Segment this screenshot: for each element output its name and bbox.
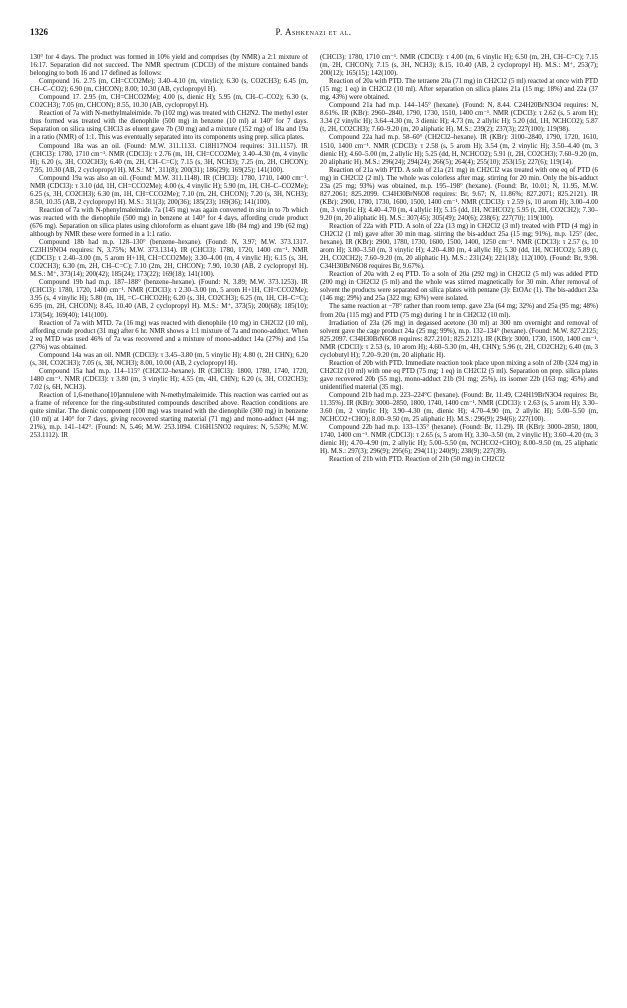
paragraph: Reaction of 20a with 2 eq PTD. To a soln of 20a (292 mg) in CH2Cl2 (5 ml) was added PTD (200 mg) in CH2Cl2 (5 ml) and the whole was stirred magnetically for 30 min. After removal of solvent the products were separated on silica plates with pentane (3): EtOAc (1). The bis-adduct 23a (146 mg; 29%) and 25a (322 mg; 63%) were isolated. bbox=[320, 271, 598, 303]
paragraph: Reaction of 21a with PTD. A soln of 21a (21 mg) in CH2Cl2 was treated with one eq of PTD (6 mg) in CH2Cl2 (2 ml). The whole was colorless after mag. stirring for 20 min. Only the bis-adduct 23a (25 mg; 93%) was obtained, m.p. 195–198° (hexane). (Found: Br, 10.01; N, 11.95, M.W. 827.2061; 825.2099. C34H30BrN6O8 requires: Br, 9.67; N, 11.86%; 827.2071; 825.2121). IR (KBr): 2900, 1780, 1730, 1600, 1500, 1400 cm⁻¹. NMR (CDCl3): τ 2.59 (s, 10 arom H); 3.00–4.00 (m, 3 vinylic H); 4.40–4.70 (m, 4 allylic H); 5.15 (dd, 1H, NCHCO2); 5.95 (t, 2H, CO2CH2); 7.30–9.20 (m, 20 aliphatic H). M.S.: 307(45); 305(49); 240(6); 238(6); 227(70); 119(100). bbox=[320, 166, 598, 222]
paragraph: Reaction of 7a with N-phenylmaleimide. 7a (145 mg) was again converted in situ in to 7b which was reacted with the dienophile (500 mg) in benzene at 140° for 4 days, affording crude product (676 mg). Separation on silica plates using chloroform as eluant gave 18b (84 mg) and 19b (62 mg) although by NMR these were formed in a 1:1 ratio. bbox=[30, 206, 308, 239]
paragraph: (CHCl3): 1780, 1710 cm⁻¹. NMR (CDCl3): τ 4.00 (m, 6 vinylic H); 6.50 (m, 2H, CH–C=C); 7.15 (m, 2H, CHCON); 7.15 (s, 3H, NCH3); 8.15, 10.40 (AB, 2 cyclopropyl H). M.S.: M⁺, 253(7); 200(12); 165(15); 142(100). bbox=[320, 54, 598, 78]
paragraph: Reaction of 22a with PTD. A soln of 22a (13 mg) in CH2Cl2 (3 ml) treated with PTD (4 mg) in CH2Cl2 (1 ml) gave after 30 min mag. stirring the bis-adduct 25a (15 mg; 91%), m.p. 125° (dec, hexane). IR (KBr): 2900, 1780, 1730, 1600, 1500, 1400, 1250 cm⁻¹. NMR (CDCl3): τ 2.57 (s, 10 arom H); 3.00–3.50 (m, 3 vinylic H); 4.20–4.80 (m, 4 allylic H); 5.30 (dd, 1H, NCHCO2); 5.89 (t, 2H, CO2CH2); 7.60–9.20 (m, 20 aliphatic H). M.S.: 231(24); 221(18); 112(100). (Found: Br, 9.98. C34H30BrN6O8 requires Br, 9.67%). bbox=[320, 222, 598, 271]
paragraph: Reaction of 20a with PTD. The tetraene 20a (71 mg) in CH2Cl2 (5 ml) reacted at once with PTD (15 mg; 1 eq) in CH2Cl2 (10 ml). After separation on silica plates 21a (15 mg; 18%) and 22a (37 mg, 43%) were obtained. bbox=[320, 78, 598, 102]
paragraph: Reaction of 1,6-methano[10]annulene with N-methylmaleimide. This reaction was carried out as a frame of reference for the ring-substituted compounds described above. Reaction conditions are quite similar. The dienic component (100 mg) was treated with the dienophile (300 mg) in benzene (10 ml) at 140° for 7 days, giving recovered starting material (71 mg) and mono-adduct (44 mg; 21%), m.p. 141–142°. (Found: N, 5.46; M.W. 253.1094. C16H15NO2 requires: N, 5.53%; M.W. 253.1112). IR bbox=[30, 391, 308, 440]
paragraph: Compound 21a had m.p. 144–145° (hexane). (Found: N, 8.44. C24H20BrN3O4 requires: N, 8.61%. IR (KBr): 2960–2840, 1790, 1730, 1510, 1400 cm⁻¹. NMR (CDCl3): τ 2.62 (s, 5 arom H); 3.34 (2 vinylic H); 3.64–4.30 (m, 3 dienic H); 4.73 (m, 2 allylic H); 5.20 (dd, 1H, NCHCO2); 5.87 (t, 2H, CO2CH3); 7.60–9.20 (m, 20 aliphatic H). M.S.: 239(2); 237(3); 227(100); 119(98). bbox=[320, 102, 598, 134]
paragraph: Compound 14a was an oil. NMR (CDCl3): τ 3.45–3.80 (m, 5 vinylic H); 4.80 (t, 2H CHN); 6.20 (s, 3H, CO2CH3); 7.05 (s, 3H, NCH3); 8.00, 10.00 (AB, 2 cyclopropyl H). bbox=[30, 351, 308, 367]
paragraph: Reaction of 20b with PTD. Immediate reaction took place upon mixing a soln of 20b (324 mg) in CH2Cl2 (10 ml) with one eq PTD (75 mg; 1 eq) in CH2Cl2 (5 ml). Separation on prep. silica plates gave recovered 20b (55 mg), mono-adduct 21b (91 mg; 25%), its isomer 22b (163 mg; 45%) and unidentified material (35 mg). bbox=[320, 359, 598, 391]
paragraph: Compound 19b had m.p. 187–188° (benzene–hexane). (Found: N, 3.89; M.W. 373.1253). IR (CHCl3): 1780, 1720, 1400 cm⁻¹. NMR (CDCl3): τ 2.30–3.00 (m, 5 arom H+1H, CH=CCO2Me); 3.95 (s, 4 vinylic H); 5.80 (m, 1H, =C–CHCO2H); 6.20 (s, 3H, CO2CH3); 6.25 (m, 1H, CH–C=C); 6.95 (m, 2H, CHCON); 8.45, 10.40 (AB, 2 cyclopropyl H). M.S.: M⁺, 373(5); 200(68); 185(10); 173(54); 169(40); 141(100). bbox=[30, 279, 308, 319]
paragraph: Irradiation of 23a (26 mg) in degassed acetone (30 ml) at 300 nm overnight and removal of solvent gave the cage product 24a (25 mg; 99%), m.p. 132–134° (hexane). (Found: M.W. 827.2125; 825.2097. C34H30BrN6O8 requires: 827.2101; 825.2121). IR (KBr): 3000, 1730, 1500, 1400 cm⁻¹. NMR (CDCl3): τ 2.53 (s, 10 arom H); 4.60–5.30 (m, 4H, CHN); 5.96 (t, 2H, CO2CH2); 6.40 (m, 3 cyclobutyl H); 7.20–9.20 (m, 20 aliphatic H). bbox=[320, 319, 598, 359]
paragraph: Compound 21b had m.p. 223–224°C (hexane). (Found: Br, 11.49, C24H19BrN3O4 requires: Br, 11.35%). IR (KBr): 3000–2850, 1800, 1740, 1400 cm⁻¹. NMR (CDCl3): τ 2.63 (s, 5 arom H); 3.30–3.60 (m, 2 vinylic H); 3.90–4.30 (m, dienic H); 4.70–4.90 (m, 2 allylic H); 5.00–5.50 (m, NCHCO2+CHO); 8.00–9.50 (m, 25 aliphatic H). M.S.: 296(9); 294(6); 227(100). bbox=[320, 391, 598, 424]
paragraph: Reaction of 7a with MTD. 7a (16 mg) was reacted with dienophile (10 mg) in CH2Cl2 (10 ml), affording crude product (31 mg) after 6 hr. NMR shows a 1:1 mixture of 7a and mono-adduct. When 2 eq MTD was used 46% of 7a was recovered and a mixture of mono-adduct 14a (27%) and 15a (27%) was obtained. bbox=[30, 319, 308, 351]
left-column bbox=[30, 54, 308, 986]
paragraph: Compound 16. 2.75 (m, CH=CCO2Me); 3.40–4.10 (m, vinylic); 6.30 (s, CO2CH3); 6.45 (m, CH–C–CO2); 6.90 (m, CHCON); 8.00; 10.30 (AB, cyclopropyl H). bbox=[30, 78, 308, 94]
paragraph: Reaction of 21b with PTD. Reaction of 21b (50 mg) in CH2Cl2 bbox=[329, 456, 505, 464]
paragraph: Reaction of 7a with N-methylmaleimide. 7b (102 mg) was treated with CH2N2. The methyl ester thus formed was treated with the dienophile (500 mg) in benzene (10 ml) at 140° for 7 days. Separation on silica using CHCl3 as eluent gave 7b (30 mg) and a mixture (152 mg) of 18a and 19a in a ratio (NMR) of 1:1. This was eventually separated into its components using prep. silica plates. bbox=[30, 110, 308, 142]
paragraph: Compound 22b had m.p. 133–135° (hexane). (Found: Br, 11.29). IR (KBr): 3000–2850, 1800, 1740, 1400 cm⁻¹. NMR (CDCl3): τ 2.65 (s, 5 arom H); 3.30–3.50 (m, 2 vinylic H); 3.60–4.20 (m, 3 dienic H); 4.70–4.90 (m, 2 allylic H); 5.00–5.50 (m, NCHCO2+CHO); 8.00–9.50 (m, 25 aliphatic H). M.S.: 297(3); 296(9); 295(6); 294(11); 240(9); 238(9); 227(39). bbox=[320, 424, 598, 456]
paragraph: Compound 15a had m.p. 114–115° (CH2Cl2–hexane). IR (CHCl3): 1800, 1780, 1740, 1720, 1480 cm⁻¹. NMR (CDCl3): τ 3.80 (m, 3 vinylic H); 4.55 (m, 4H, CHN); 6.20 (s, 3H, CO2CH3); 7.02 (s, 6H, NCH3). bbox=[30, 367, 308, 391]
paragraph: The same reaction at −78° rather than room temp. gave 23a (64 mg; 32%) and 25a (95 mg; 48%) from 20a (115 mg) and PTD (75 mg) during 1 hr in CH2Cl2 (10 ml). bbox=[320, 303, 598, 319]
paragraph: 130° for 4 days. The product was formed in 10% yield and comprises (by NMR) a 2:1 mixture of 16:17. Separation did not succeed. The NMR spectrum (CDCl3) of the mixture contained bands belonging to both 16 and 17 defined as follows: bbox=[30, 54, 308, 78]
paragraph: Compound 18a was an oil. (Found: M.W. 311.1133. C18H17NO4 requires: 311.1157). IR (CHCl3): 1780, 1710 cm⁻¹. NMR (CDCl3): τ 2.76 (m, 1H, CH=CCO2Me); 3.40–4.30 (m, 4 vinylic H); 6.20 (s, 3H, CO2CH3); 6.40 (m, 2H, CH–C=C); 7.15 (s, 3H, NCH3); 7.25 (m, 2H, CHCON); 7.95, 10.30 (AB, 2 cyclopropyl H). M.S.: M⁺, 311(8); 200(31); 186(29); 169(25); 141(100). bbox=[30, 142, 308, 174]
paragraph: Compound 19a was also an oil. (Found: M.W. 311.1148). IR (CHCl3): 1780, 1710, 1400 cm⁻¹. NMR (CDCl3): τ 3.10 (dd, 1H, CH=CCO2Me); 4.00 (s, 4 vinylic H); 5.90 (m, 1H, CH–C–CO2Me); 6.25 (s, 3H, CO2CH3); 6.30 (m, 1H, CH=CCO2Me); 7.10 (m, 2H, CHCON); 7.20 (s, 3H, NCH3); 8.50, 10.35 (AB, 2 cyclopropyl H). M.S.: 311(3); 200(36); 185(23); 169(36); 141(100). bbox=[30, 174, 308, 206]
page-number: 1326 bbox=[30, 27, 48, 37]
paragraph: Compound 18b had m.p. 128–130° (benzene–hexane). (Found: N, 3.97; M.W. 373.1317. C23H19NO4 requires: N, 3.75%; M.W. 373.1314). IR (CHCl3): 1780, 1720, 1400 cm⁻¹. NMR (CDCl3): τ 2.40–3.00 (m, 5 arom H+1H, CH=CCO2Me); 3.30–4.00 (m, 4 vinylic H); 6.15 (s, 3H, CO2CH3); 6.30 (m, 2H, CH–C=C); 7.10 (2m, 2H, CHCON); 7.90, 10.30 (AB, 2 cyclopropyl H). M.S.: M⁺, 373(14); 200(42); 185(24); 173(22); 169(18); 141(100). bbox=[30, 239, 308, 279]
page-header bbox=[30, 27, 597, 41]
paragraph: Compound 22a had m.p. 58–60° (CH2Cl2–hexane). IR (KBr): 3100–2840, 1790, 1720, 1610, 1510, 1400 cm⁻¹. NMR (CDCl3): τ 2.58 (s, 5 arom H); 3.54 (m, 2 vinylic H); 3.50–4.40 (m, 3 dienic H); 4.60–5.00 (m, 2 allylic H); 5.25 (dd, H, NCHCO2); 5.91 (t, 2H, CO2CH3); 7.60–9.20 (m, 20 aliphatic H). M.S.: 296(24); 294(24); 266(5); 264(4); 255(10); 253(15); 227(6); 119(14). bbox=[320, 134, 598, 166]
paragraph: Compound 17. 2.95 (m, CH=CHCO2Me); 4.00 (s, dienic H); 5.95 (m, CH–C–CO2); 6.30 (s, CO2CH3); 7.05 (m, CHCON); 8.55, 10.30 (AB, cyclopropyl H). bbox=[30, 94, 308, 110]
body-columns bbox=[30, 54, 598, 986]
running-head: P. Ashkenazi et al. bbox=[275, 27, 352, 37]
right-column bbox=[320, 54, 598, 986]
